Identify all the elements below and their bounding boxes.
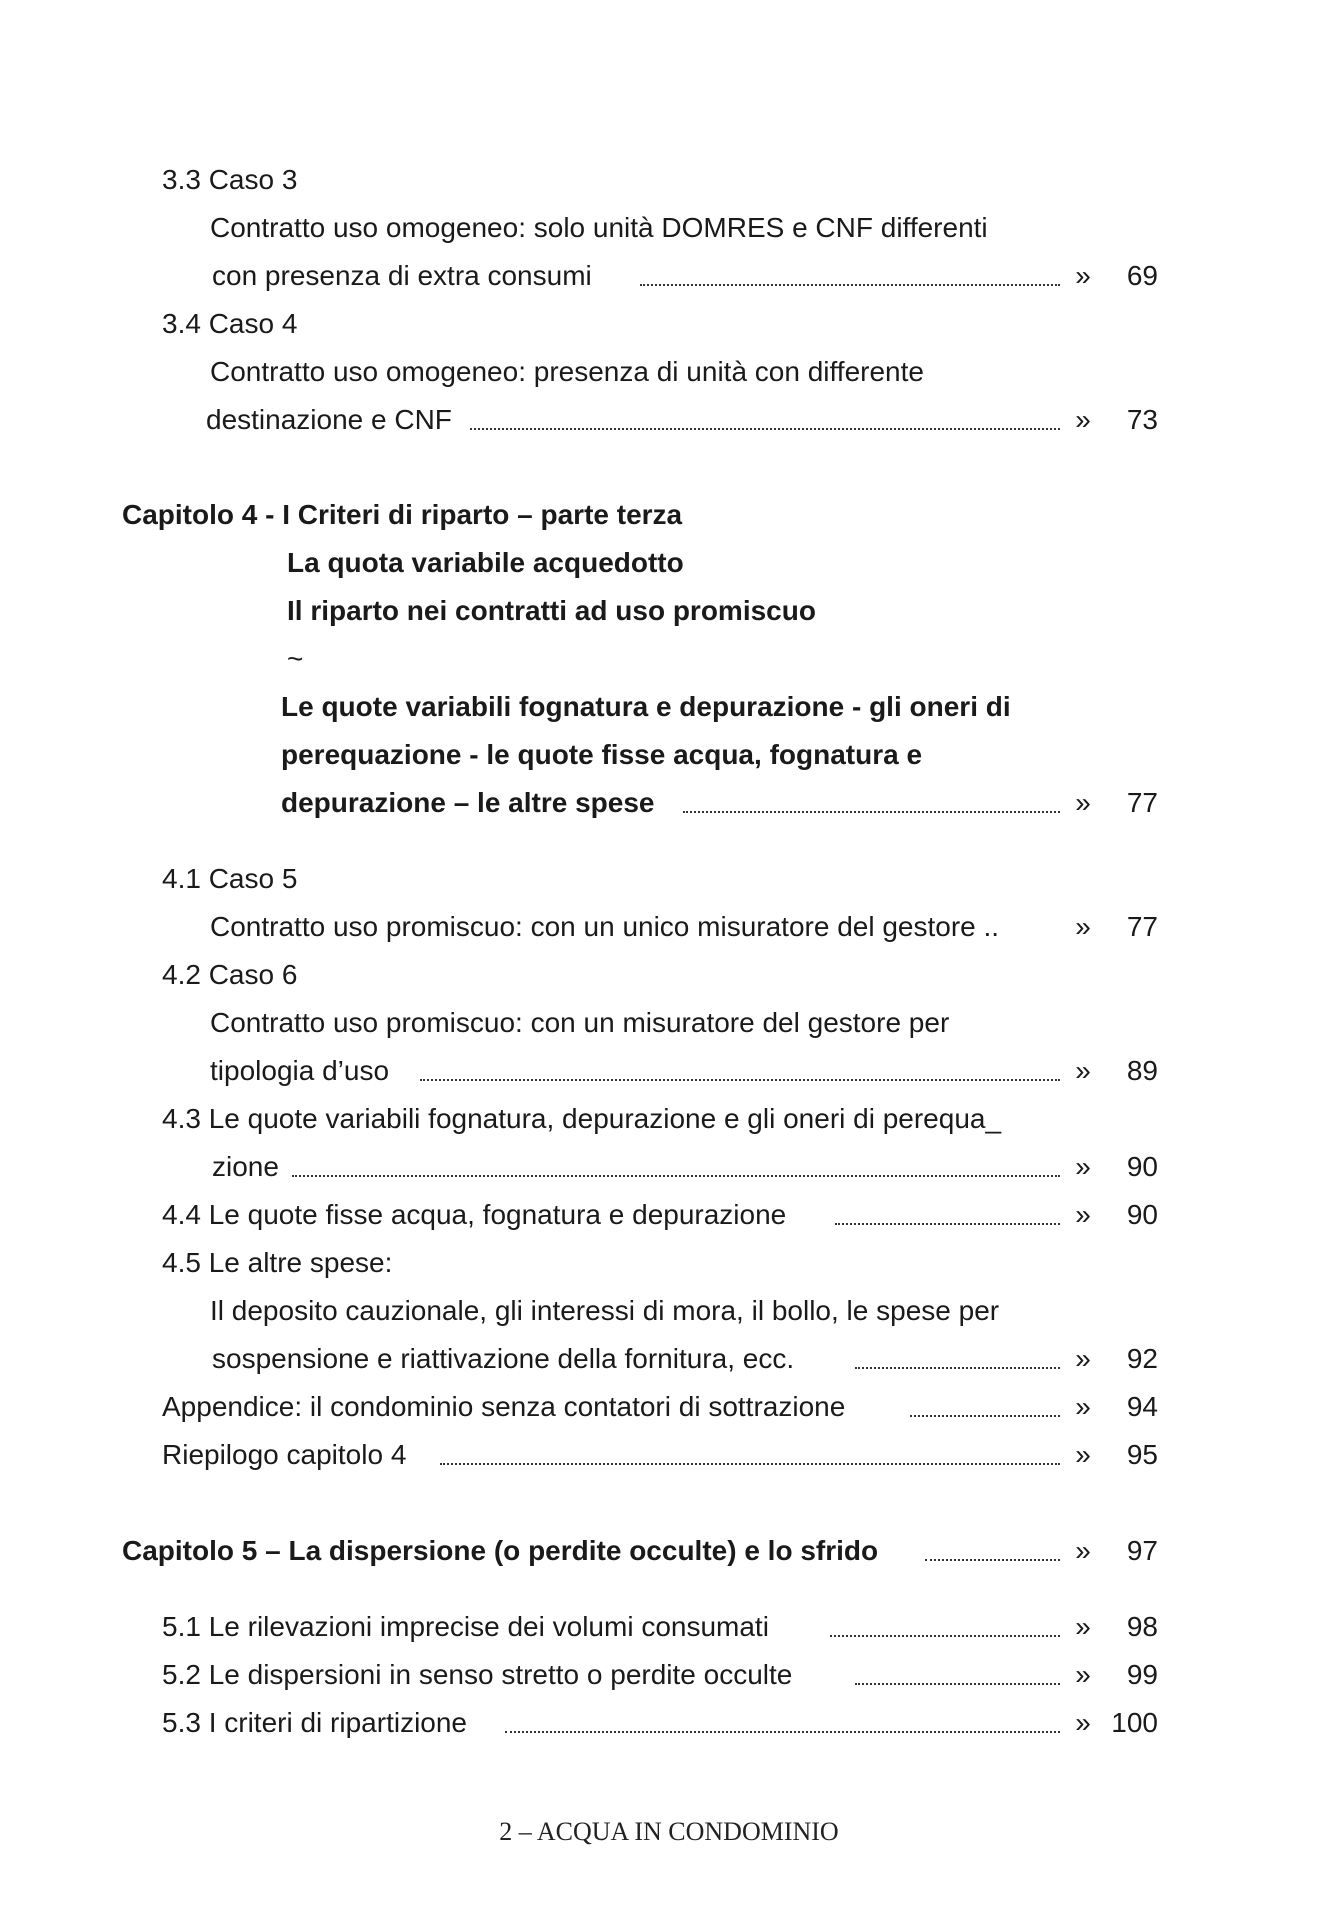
chapter-4-subtitle: Le quote variabili fognatura e depurazione - gli oneri di <box>281 691 1011 722</box>
dot-leader <box>470 426 1060 430</box>
chapter-4-subtitle: depurazione – le altre spese <box>281 787 655 818</box>
toc-entry-3-4-desc-cont: destinazione e CNF <box>206 404 452 435</box>
toc-entry-4-1-desc: Contratto uso promiscuo: con un unico misuratore del gestore .. <box>210 911 1000 942</box>
page-number: 90 <box>1126 1151 1158 1182</box>
page-marker: » <box>1075 260 1091 291</box>
chapter-4-subtitle: La quota variabile acquedotto <box>287 547 684 578</box>
tilde-separator: ~ <box>287 643 304 674</box>
page-number: 92 <box>1126 1343 1158 1374</box>
page-number: 73 <box>1126 404 1158 435</box>
toc-entry-3-4-desc: Contratto uso omogeneo: presenza di unità con differente <box>210 356 924 387</box>
toc-entry-4-5-desc: Il deposito cauzionale, gli interessi di mora, il bollo, le spese per <box>210 1295 1000 1326</box>
page-marker: » <box>1075 1055 1091 1086</box>
page-number: 97 <box>1126 1535 1158 1566</box>
chapter-4-subtitle: Il riparto nei contratti ad uso promiscuo <box>287 595 816 626</box>
dot-leader <box>640 282 1060 286</box>
toc-entry-3-4-title: 3.4 Caso 4 <box>162 308 298 339</box>
toc-entry-5-1: 5.1 Le rilevazioni imprecise dei volumi consumati <box>162 1611 769 1642</box>
page-number: 89 <box>1126 1055 1158 1086</box>
chapter-4-subtitle: perequazione - le quote fisse acqua, fognatura e <box>281 739 923 770</box>
page-marker: » <box>1075 787 1091 818</box>
page-marker: » <box>1075 1151 1091 1182</box>
page-marker: » <box>1075 1391 1091 1422</box>
dot-leader <box>292 1173 1060 1177</box>
page-marker: » <box>1075 1707 1091 1738</box>
toc-entry-5-3: 5.3 I criteri di ripartizione <box>162 1707 468 1738</box>
page-number: 100 <box>1111 1707 1158 1738</box>
dot-leader <box>505 1729 1060 1733</box>
dot-leader <box>855 1365 1060 1369</box>
dot-leader <box>925 1557 1060 1561</box>
chapter-4-heading: Capitolo 4 - I Criteri di riparto – parte terza <box>122 499 683 530</box>
page-marker: » <box>1075 1659 1091 1690</box>
toc-entry-4-5-desc-cont: sospensione e riattivazione della fornitura, ecc. <box>212 1343 795 1374</box>
dot-leader <box>855 1681 1060 1685</box>
toc-entry-4-2-desc: Contratto uso promiscuo: con un misuratore del gestore per <box>210 1007 950 1038</box>
page-marker: » <box>1075 1439 1091 1470</box>
toc-entry-summary: Riepilogo capitolo 4 <box>162 1439 407 1470</box>
toc-entry-4-2-desc-cont: tipologia d’uso <box>210 1055 390 1086</box>
dot-leader <box>420 1077 1060 1081</box>
dot-leader <box>440 1461 1060 1465</box>
dot-leader <box>683 809 1060 813</box>
page-footer: 2 – ACQUA IN CONDOMINIO <box>499 1817 839 1846</box>
page-number: 69 <box>1126 260 1158 291</box>
toc-entry-4-5-title: 4.5 Le altre spese: <box>162 1247 393 1278</box>
page-marker: » <box>1075 1611 1091 1642</box>
chapter-5-heading: Capitolo 5 – La dispersione (o perdite occulte) e lo sfrido <box>122 1535 879 1566</box>
toc-entry-5-2: 5.2 Le dispersioni in senso stretto o perdite occulte <box>162 1659 793 1690</box>
dot-leader <box>830 1633 1060 1637</box>
page-marker: » <box>1075 404 1091 435</box>
page-marker: » <box>1075 1343 1091 1374</box>
toc-entry-4-3-desc-cont: zione <box>212 1151 279 1182</box>
toc-entry-3-3-title: 3.3 Caso 3 <box>162 164 298 195</box>
page-marker: » <box>1075 911 1091 942</box>
toc-entry-4-3-title: 4.3 Le quote variabili fognatura, depurazione e gli oneri di perequa_ <box>162 1103 1002 1134</box>
page-number: 90 <box>1126 1199 1158 1230</box>
page-number: 98 <box>1126 1611 1158 1642</box>
page-number: 95 <box>1126 1439 1158 1470</box>
page-marker: » <box>1075 1535 1091 1566</box>
toc-entry-3-3-desc-cont: con presenza di extra consumi <box>212 260 592 291</box>
page-number: 94 <box>1126 1391 1158 1422</box>
toc-entry-4-2-title: 4.2 Caso 6 <box>162 959 298 990</box>
dot-leader <box>835 1221 1060 1225</box>
toc-entry-4-4-title: 4.4 Le quote fisse acqua, fognatura e depurazione <box>162 1199 787 1230</box>
page-number: 77 <box>1126 911 1158 942</box>
page-number: 99 <box>1126 1659 1158 1690</box>
toc-entry-3-3-desc: Contratto uso omogeneo: solo unità DOMRES e CNF differenti <box>210 212 988 243</box>
page-marker: » <box>1075 1199 1091 1230</box>
page-number: 77 <box>1126 787 1158 818</box>
dot-leader <box>910 1413 1060 1417</box>
toc-entry-appendix: Appendice: il condominio senza contatori di sottrazione <box>162 1391 846 1422</box>
toc-entry-4-1-title: 4.1 Caso 5 <box>162 863 298 894</box>
